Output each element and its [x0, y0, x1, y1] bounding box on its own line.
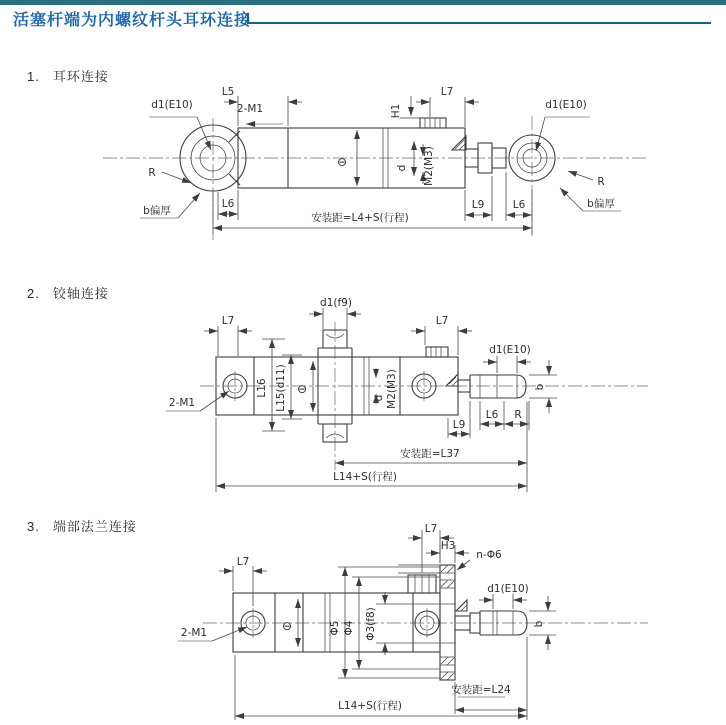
drawing-end-flange [178, 523, 648, 720]
s1-dim-l6-right: L6 [512, 199, 526, 211]
page-title: 活塞杆端为内螺纹杆头耳环连接 [13, 12, 252, 29]
s1-dim-d1-right: d1(E10) [545, 99, 587, 111]
s2-dim-l9: L9 [452, 419, 466, 431]
section-1-label: 耳环连接 [52, 69, 109, 84]
section-2-label: 铰轴连接 [52, 286, 109, 301]
s1-dim-b-left: b偏厚 [143, 205, 171, 217]
s3-outlines [233, 565, 527, 680]
s1-outlines [180, 118, 555, 191]
section-2-number: 2. [27, 286, 40, 301]
s3-dim-2m1: 2-M1 [180, 627, 208, 639]
s3-dim-phi3: Φ3(f8) [365, 607, 377, 641]
s2-dim-l15: L15(d11) [275, 364, 287, 412]
s3-dim-l7-left: L7 [236, 556, 250, 568]
s2-dim-d: d [373, 394, 385, 402]
s1-dim-l5: L5 [221, 86, 235, 98]
s3-dim-b: b [533, 620, 545, 628]
s1-dim-mount: 安装距=L4+S(行程) [311, 212, 409, 224]
s1-dim-m2: M2(M3) [423, 146, 435, 186]
s2-dim-l7-right: L7 [435, 315, 449, 327]
s1-dim-d: d [396, 164, 408, 172]
s3-dim-l7-right: L7 [424, 523, 438, 535]
s3-bore-symbol: ⊖ [281, 619, 293, 633]
s1-dim-l6-left: L6 [221, 198, 235, 210]
s2-bore-symbol: ⊖ [296, 382, 308, 396]
s2-dim-mount: 安装距=L37 [400, 448, 460, 460]
s1-dim-r-right: R [597, 176, 605, 188]
s2-dim-l7-left: L7 [221, 315, 235, 327]
s3-dim-phi5: Φ5 [329, 620, 341, 636]
s1-dim-2m1: 2-M1 [236, 103, 264, 115]
s3-dim-nphi6: n-Φ6 [476, 549, 502, 561]
s2-dim-l6: L6 [485, 409, 499, 421]
drawing-ear-ring [103, 86, 648, 240]
s1-dim-b-right: b偏厚 [587, 198, 615, 210]
s3-dim-phi4: Φ4 [343, 620, 355, 636]
section-1-number: 1. [27, 69, 40, 84]
s3-dim-mount: 安装距=L24 [451, 684, 511, 696]
s3-dim-total: L14+S(行程) [338, 700, 402, 712]
s2-dim-pin: d1(f9) [320, 297, 352, 309]
drawing-trunnion [166, 297, 648, 492]
s2-dim-rod: d1(E10) [489, 344, 531, 356]
s2-dim-total: L14+S(行程) [333, 471, 397, 483]
s1-bore-symbol: ⊖ [336, 155, 348, 169]
s2-dimensions [166, 308, 557, 492]
section-3-label: 端部法兰连接 [52, 519, 137, 534]
s2-dim-b: b [534, 383, 546, 391]
s2-dim-r: R [514, 409, 522, 421]
s3-dim-rod: d1(E10) [487, 583, 529, 595]
s1-dim-l9: L9 [471, 199, 485, 211]
s2-dim-m2: M2(M3) [386, 369, 398, 409]
s1-dim-l7: L7 [440, 86, 454, 98]
s2-dim-2m1: 2-M1 [168, 397, 196, 409]
s1-dim-r-left: R [148, 167, 156, 179]
s3-centerlines [203, 608, 648, 638]
section-3-number: 3. [27, 519, 40, 534]
s2-dim-l16: L16 [256, 378, 268, 398]
s3-dim-h3: H3 [440, 540, 456, 552]
s1-dim-d1-left: d1(E10) [151, 99, 193, 111]
s1-dim-h1: H1 [390, 103, 402, 119]
